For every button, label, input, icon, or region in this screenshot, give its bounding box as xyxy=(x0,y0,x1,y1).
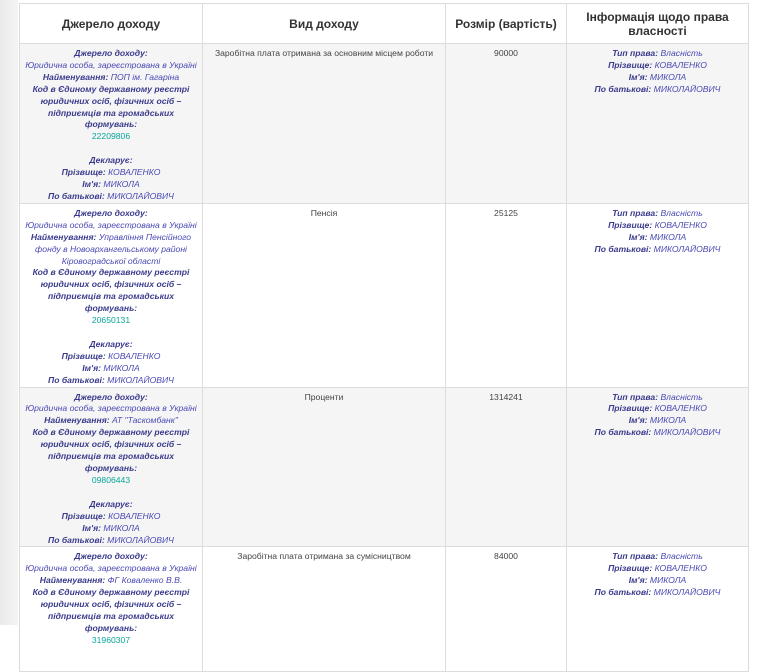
declarant-label: Декларує: xyxy=(89,338,133,349)
owner-patronymic: МИКОЛАЙОВИЧ xyxy=(653,587,721,598)
code-label-2: юридичних осіб, фізичних осіб – xyxy=(40,599,182,610)
code-label-1: Код в Єдиному державному реєстрі xyxy=(32,427,190,438)
patronymic-label: По батькові: xyxy=(48,190,105,201)
owner-surname: КОВАЛЕНКО xyxy=(654,59,707,70)
ownership-cell xyxy=(567,387,749,547)
right-type: Власність xyxy=(660,391,703,402)
right-type-label: Тип права: xyxy=(612,48,659,58)
declarant-surname: КОВАЛЕНКО xyxy=(108,167,161,178)
name-label: Найменування: xyxy=(44,415,110,426)
source-type: Юридична особа, зареєстрована в Україні xyxy=(25,59,197,70)
source-label: Джерело доходу: xyxy=(74,48,148,58)
declarant-patronymic: МИКОЛАЙОВИЧ xyxy=(107,190,174,201)
right-type: Власність xyxy=(660,207,703,218)
firstname-label: Ім'я: xyxy=(628,231,648,242)
amount-cell: 25125 xyxy=(446,203,567,387)
income-type-cell: Заробітна плата отримана за основним місцем роботи xyxy=(203,44,446,204)
code-label-2: юридичних осіб, фізичних осіб – xyxy=(40,95,182,106)
owner-name: МИКОЛА xyxy=(649,71,687,82)
source-type: Юридична особа, зареєстрована в Україні xyxy=(25,563,197,574)
source-name-line-1: Управління Пенсійного xyxy=(98,231,192,242)
surname-label: Прізвище: xyxy=(608,59,653,70)
name-label: Найменування: xyxy=(30,231,97,242)
source-name: АТ "Таскомбанк" xyxy=(112,415,178,426)
code-label-3: підприємців та громадських формувань: xyxy=(47,451,175,473)
source-name-line-2: фонду в Новоархангельському районі xyxy=(35,243,187,254)
amount-cell: 90000 xyxy=(446,44,567,204)
owner-name: МИКОЛА xyxy=(649,415,687,426)
firstname-label: Ім'я: xyxy=(82,179,102,190)
income-table xyxy=(19,3,749,672)
surname-label: Прізвище: xyxy=(608,563,653,574)
ownership-cell xyxy=(567,44,749,204)
source-type: Юридична особа, зареєстрована в Україні xyxy=(25,403,197,414)
source-label: Джерело доходу: xyxy=(74,391,148,402)
declarant-surname: КОВАЛЕНКО xyxy=(108,350,161,361)
right-type-label: Тип права: xyxy=(612,207,659,218)
right-type: Власність xyxy=(660,551,703,562)
firstname-label: Ім'я: xyxy=(628,575,648,586)
left-gutter xyxy=(0,0,18,625)
owner-surname: КОВАЛЕНКО xyxy=(654,563,707,574)
income-type-cell: Проценти xyxy=(203,387,446,547)
source-label: Джерело доходу: xyxy=(74,207,148,218)
surname-label: Прізвище: xyxy=(608,219,653,230)
declarant-label: Декларує: xyxy=(89,498,133,509)
source-name-line-3: Кіровоградської області xyxy=(61,255,161,266)
source-type: Юридична особа, зареєстрована в Україні xyxy=(25,219,197,230)
code-label-2: юридичних осіб, фізичних осіб – xyxy=(40,279,182,290)
surname-label: Прізвище: xyxy=(61,167,106,178)
owner-name: МИКОЛА xyxy=(649,575,687,586)
source-name: ПОП ім. Гагаріна xyxy=(110,71,180,82)
firstname-label: Ім'я: xyxy=(628,71,648,82)
source-name: ФГ Коваленко В.В. xyxy=(107,575,183,586)
code-label-1: Код в Єдиному державному реєстрі xyxy=(32,587,190,598)
firstname-label: Ім'я: xyxy=(82,362,102,373)
code-label-3: підприємців та громадських формувань: xyxy=(47,291,175,314)
patronymic-label: По батькові: xyxy=(594,587,652,598)
right-type-label: Тип права: xyxy=(612,391,659,402)
code-label-3: підприємців та громадських формувань: xyxy=(47,107,175,130)
surname-label: Прізвище: xyxy=(608,403,653,414)
patronymic-label: По батькові: xyxy=(594,83,652,94)
header-source: Джерело доходу xyxy=(20,4,203,44)
owner-patronymic: МИКОЛАЙОВИЧ xyxy=(653,243,721,254)
source-code: 20650131 xyxy=(91,315,131,326)
source-code: 31960307 xyxy=(91,634,131,645)
surname-label: Прізвище: xyxy=(61,350,106,361)
source-cell xyxy=(20,387,203,547)
declarant-name: МИКОЛА xyxy=(103,522,140,533)
amount-cell: 84000 xyxy=(446,547,567,672)
declarant-surname: КОВАЛЕНКО xyxy=(108,510,161,521)
table-row xyxy=(20,44,749,204)
header-row xyxy=(20,4,749,44)
right-type: Власність xyxy=(660,48,703,58)
declarant-patronymic: МИКОЛАЙОВИЧ xyxy=(107,534,174,545)
right-type-label: Тип права: xyxy=(612,551,659,562)
declarant-name: МИКОЛА xyxy=(103,179,140,190)
name-label: Найменування: xyxy=(39,575,106,586)
source-cell xyxy=(20,44,203,204)
income-type-cell: Заробітна плата отримана за сумісництвом xyxy=(203,547,446,672)
firstname-label: Ім'я: xyxy=(82,522,102,533)
source-label: Джерело доходу: xyxy=(74,551,148,562)
owner-surname: КОВАЛЕНКО xyxy=(654,219,707,230)
source-cell xyxy=(20,547,203,672)
code-label-3: підприємців та громадських формувань: xyxy=(47,610,175,633)
source-cell xyxy=(20,203,203,387)
declarant-patronymic: МИКОЛАЙОВИЧ xyxy=(107,374,174,385)
patronymic-label: По батькові: xyxy=(48,374,105,385)
surname-label: Прізвище: xyxy=(61,510,106,521)
header-ownership: Інформація щодо права власності xyxy=(567,4,749,44)
table-row xyxy=(20,203,749,387)
ownership-cell xyxy=(567,547,749,672)
owner-patronymic: МИКОЛАЙОВИЧ xyxy=(653,83,721,94)
income-type-cell: Пенсія xyxy=(203,203,446,387)
code-label-1: Код в Єдиному державному реєстрі xyxy=(32,83,190,94)
table-row xyxy=(20,387,749,547)
patronymic-label: По батькові: xyxy=(594,427,652,438)
firstname-label: Ім'я: xyxy=(628,415,648,426)
patronymic-label: По батькові: xyxy=(48,534,105,545)
code-label-1: Код в Єдиному державному реєстрі xyxy=(32,267,190,278)
amount-cell: 1314241 xyxy=(446,387,567,547)
owner-surname: КОВАЛЕНКО xyxy=(654,403,707,414)
owner-patronymic: МИКОЛАЙОВИЧ xyxy=(653,427,721,438)
source-code: 09806443 xyxy=(91,474,131,485)
declarant-name: МИКОЛА xyxy=(103,362,140,373)
declarant-label: Декларує: xyxy=(89,155,133,166)
source-code: 22209806 xyxy=(91,131,131,142)
name-label: Найменування: xyxy=(42,71,109,82)
patronymic-label: По батькові: xyxy=(594,243,652,254)
table-row xyxy=(20,547,749,672)
code-label-2: юридичних осіб, фізичних осіб – xyxy=(40,439,182,450)
ownership-cell xyxy=(567,203,749,387)
owner-name: МИКОЛА xyxy=(649,231,687,242)
header-amount: Розмір (вартість) xyxy=(446,4,567,44)
header-income-type: Вид доходу xyxy=(203,4,446,44)
